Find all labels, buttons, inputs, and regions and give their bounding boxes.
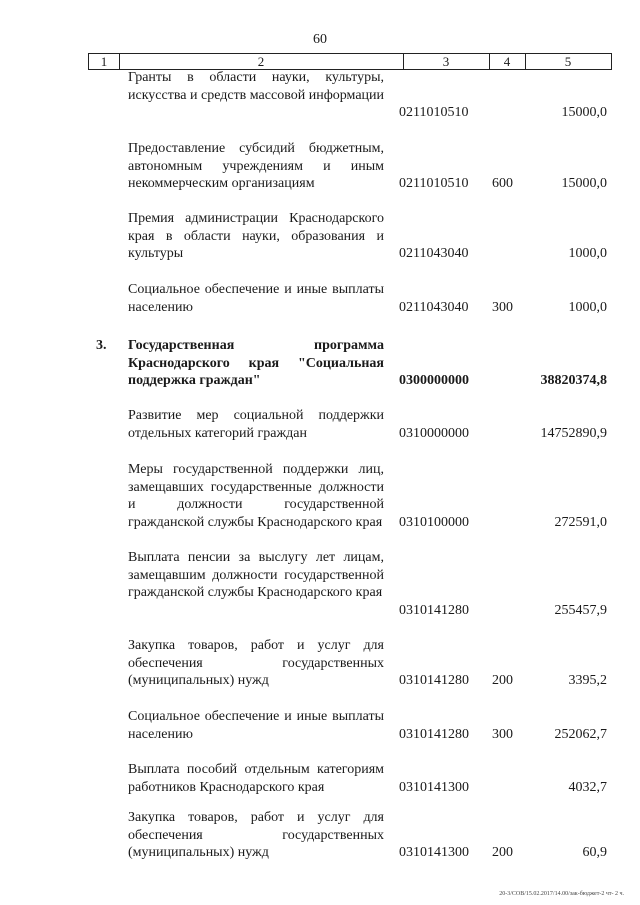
table-row <box>0 637 640 689</box>
row-amount: 252062,7 <box>554 726 607 742</box>
column-header-1: 1 <box>100 54 108 69</box>
row-code: 0310141300 <box>399 779 469 795</box>
row-name: Государственная программа Краснодарского края "Социальная поддержка граждан" <box>128 338 384 388</box>
row-expense-type: 300 <box>492 726 513 742</box>
row-code: 0310141280 <box>399 672 469 688</box>
table-row <box>0 461 640 531</box>
row-amount: 60,9 <box>582 844 607 860</box>
row-amount: 3395,2 <box>568 672 607 688</box>
row-code: 0211010510 <box>399 104 469 120</box>
row-amount: 14752890,9 <box>540 425 607 441</box>
row-code: 0211010510 <box>399 175 469 191</box>
table-row <box>0 140 640 192</box>
row-expense-type: 300 <box>492 299 513 315</box>
row-code: 0310000000 <box>399 425 469 441</box>
row-code: 0310100000 <box>399 514 469 530</box>
row-code: 0211043040 <box>399 245 469 261</box>
table-row <box>0 809 640 861</box>
row-amount: 255457,9 <box>554 602 607 618</box>
table-row-program <box>0 337 640 389</box>
column-header-5: 5 <box>564 54 572 69</box>
table-row <box>0 210 640 262</box>
row-name: Меры государственной поддержки лиц, замещавших государственные должности и должности государственной гражданской службы Краснодарского края <box>128 462 384 530</box>
row-amount: 38820374,8 <box>540 372 607 388</box>
row-name: Закупка товаров, работ и услуг для обеспечения государственных (муниципальных) нужд <box>128 810 384 860</box>
row-expense-type: 600 <box>492 175 513 191</box>
footer-doc-id: 20-3/СОВ/15.02.2017/14.00/зак-бюджет-2 чт- 2 ч. <box>499 891 624 897</box>
row-name: Социальное обеспечение и иные выплаты населению <box>128 282 384 315</box>
row-expense-type: 200 <box>492 844 513 860</box>
column-header-row <box>88 53 612 70</box>
row-amount: 4032,7 <box>568 779 607 795</box>
row-amount: 1000,0 <box>568 245 607 261</box>
row-name: Выплата пособий отдельным категориям работников Краснодарского края <box>128 762 384 795</box>
row-name: Социальное обеспечение и иные выплаты населению <box>128 709 384 742</box>
row-code: 0211043040 <box>399 299 469 315</box>
table-row <box>0 281 640 316</box>
row-code: 0310141280 <box>399 726 469 742</box>
column-header-3: 3 <box>442 54 450 69</box>
row-number: 3. <box>96 338 107 353</box>
table-row <box>0 761 640 796</box>
row-code: 0300000000 <box>399 372 469 388</box>
row-amount: 1000,0 <box>568 299 607 315</box>
table-row <box>0 549 640 619</box>
row-code: 0310141280 <box>399 602 469 618</box>
row-name: Предоставление субсидий бюджетным, автономным учреждениям и иным некоммерческим организациям <box>128 141 384 191</box>
row-amount: 15000,0 <box>561 175 607 191</box>
table-row <box>0 708 640 743</box>
row-amount: 272591,0 <box>554 514 607 530</box>
page-number: 60 <box>313 32 327 47</box>
row-name: Выплата пенсии за выслугу лет лицам, замещавшим должности государственной гражданской службы Краснодарского края <box>128 550 384 600</box>
table-row <box>0 69 640 121</box>
column-header-2: 2 <box>257 54 265 69</box>
row-name: Премия администрации Краснодарского края в области науки, образования и культуры <box>128 211 384 261</box>
row-name: Гранты в области науки, культуры, искусства и средств массовой информации <box>128 70 385 103</box>
column-header-4: 4 <box>503 54 511 69</box>
row-expense-type: 200 <box>492 672 513 688</box>
row-name: Закупка товаров, работ и услуг для обеспечения государственных (муниципальных) нужд <box>128 638 384 688</box>
row-name: Развитие мер социальной поддержки отдельных категорий граждан <box>128 408 384 441</box>
row-code: 0310141300 <box>399 844 469 860</box>
row-amount: 15000,0 <box>561 104 607 120</box>
table-row <box>0 407 640 442</box>
